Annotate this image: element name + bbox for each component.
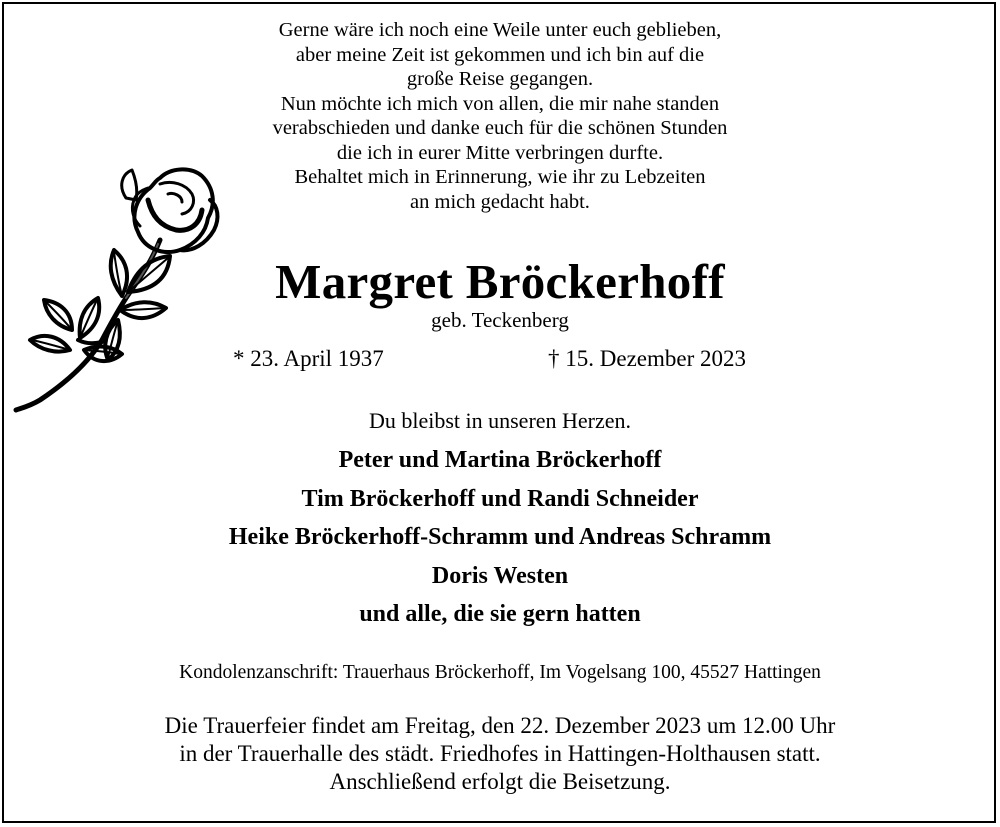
mourner-line: Doris Westen — [431, 562, 569, 589]
poem-line: Behaltet mich in Erinnerung, wie ihr zu Lebzeiten — [294, 166, 706, 188]
service-line: in der Trauerhalle des städt. Friedhofes in Hattingen-Holthausen statt. — [179, 741, 821, 766]
poem-line: Nun möchte ich mich von allen, die mir nahe standen — [280, 92, 720, 115]
service-line: Die Trauerfeier findet am Freitag, den 22. Dezember 2023 um 12.00 Uhr — [164, 713, 836, 738]
mourner-line: Peter und Martina Bröckerhoff — [338, 447, 662, 473]
poem-line: aber meine Zeit ist gekommen und ich bin auf die — [295, 43, 705, 66]
mourners-list — [0, 441, 1000, 634]
mourner-line: und alle, die sie gern hatten — [359, 601, 641, 627]
poem-line: verabschieden und danke euch für die schönen Stunden — [272, 117, 728, 139]
farewell-poem — [0, 18, 1000, 214]
deceased-name: Margret Bröckerhoff — [275, 254, 725, 309]
poem-line: große Reise gegangen. — [406, 68, 594, 90]
motto: Du bleibst in unseren Herzen. — [368, 408, 632, 433]
mourner-line: Heike Bröckerhoff-Schramm und Andreas Schramm — [228, 524, 772, 550]
poem-line: Gerne wäre ich noch eine Weile unter euch geblieben, — [278, 19, 722, 41]
poem-line: an mich gedacht habt. — [410, 190, 590, 213]
birth-name: geb. Teckenberg — [431, 308, 569, 332]
condolence-address: Kondolenzanschrift: Trauerhaus Bröckerhoff, Im Vogelsang 100, 45527 Hattingen — [179, 662, 821, 683]
service-line: Anschließend erfolgt die Beisetzung. — [329, 769, 671, 794]
mourner-line: Tim Bröckerhoff und Randi Schneider — [301, 485, 699, 512]
birth-date: * 23. April 1937 — [233, 346, 384, 371]
poem-line: die ich in eurer Mitte verbringen durfte. — [336, 141, 664, 164]
service-info — [0, 712, 1000, 796]
death-date: † 15. Dezember 2023 — [548, 346, 746, 371]
